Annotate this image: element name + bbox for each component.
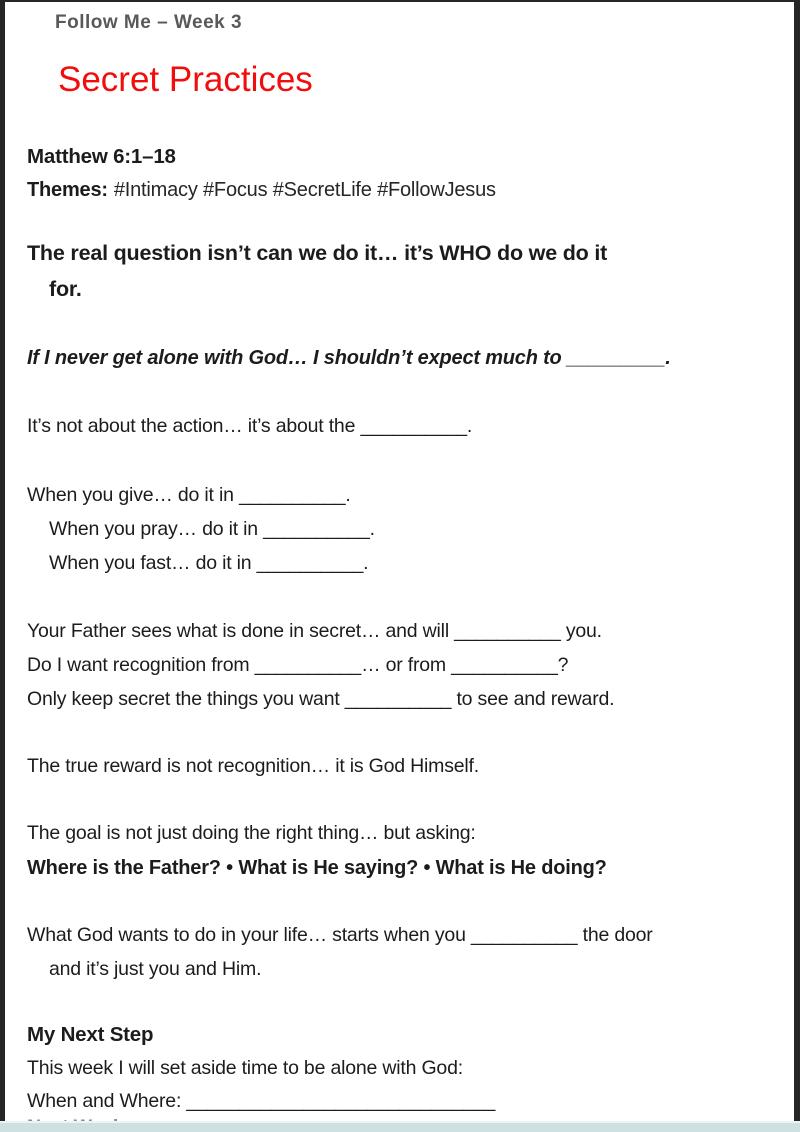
themes-line <box>27 178 496 202</box>
keep-secret-line: Only keep secret the things you want __________ to see and reward. <box>27 688 615 710</box>
page-title: Secret Practices <box>58 60 313 99</box>
three-questions-line: Where is the Father? • What is He saying? • What is He doing? <box>27 857 607 879</box>
italic-statement: If I never get alone with God… I shouldn’t expect much to _________. <box>27 347 671 369</box>
action-line: It’s not about the action… it’s about the __________. <box>27 415 473 437</box>
viewer-bottom-edge <box>0 1121 800 1132</box>
scripture-reference: Matthew 6:1–18 <box>27 145 176 168</box>
practice-fast-line: When you fast… do it in __________. <box>49 552 369 574</box>
themes-label: Themes: <box>27 179 108 201</box>
true-reward-line: The true reward is not recognition… it is God Himself. <box>27 755 479 777</box>
key-statement-line2: for. <box>49 277 82 301</box>
next-step-commitment-line: This week I will set aside time to be alone with God: <box>27 1057 463 1079</box>
when-where-blank-line: When and Where: _____________________________ <box>27 1090 496 1112</box>
practice-give-line: When you give… do it in __________. <box>27 484 351 506</box>
recognition-line: Do I want recognition from __________… or from __________? <box>27 654 569 676</box>
next-step-heading: My Next Step <box>27 1023 154 1046</box>
father-sees-line: Your Father sees what is done in secret… and will __________ you. <box>27 620 602 642</box>
practice-pray-line: When you pray… do it in __________. <box>49 518 375 540</box>
key-statement-line1: The real question isn’t can we do it… it’s WHO do we do it <box>27 241 608 265</box>
door-line2: and it’s just you and Him. <box>49 958 262 980</box>
themes-hashtags: #Intimacy #Focus #SecretLife #FollowJesus <box>113 179 496 201</box>
series-header: Follow Me – Week 3 <box>55 12 243 33</box>
goal-line: The goal is not just doing the right thing… but asking: <box>27 822 476 844</box>
document-page <box>5 2 794 1132</box>
door-line1: What God wants to do in your life… starts when you __________ the door <box>27 924 653 946</box>
